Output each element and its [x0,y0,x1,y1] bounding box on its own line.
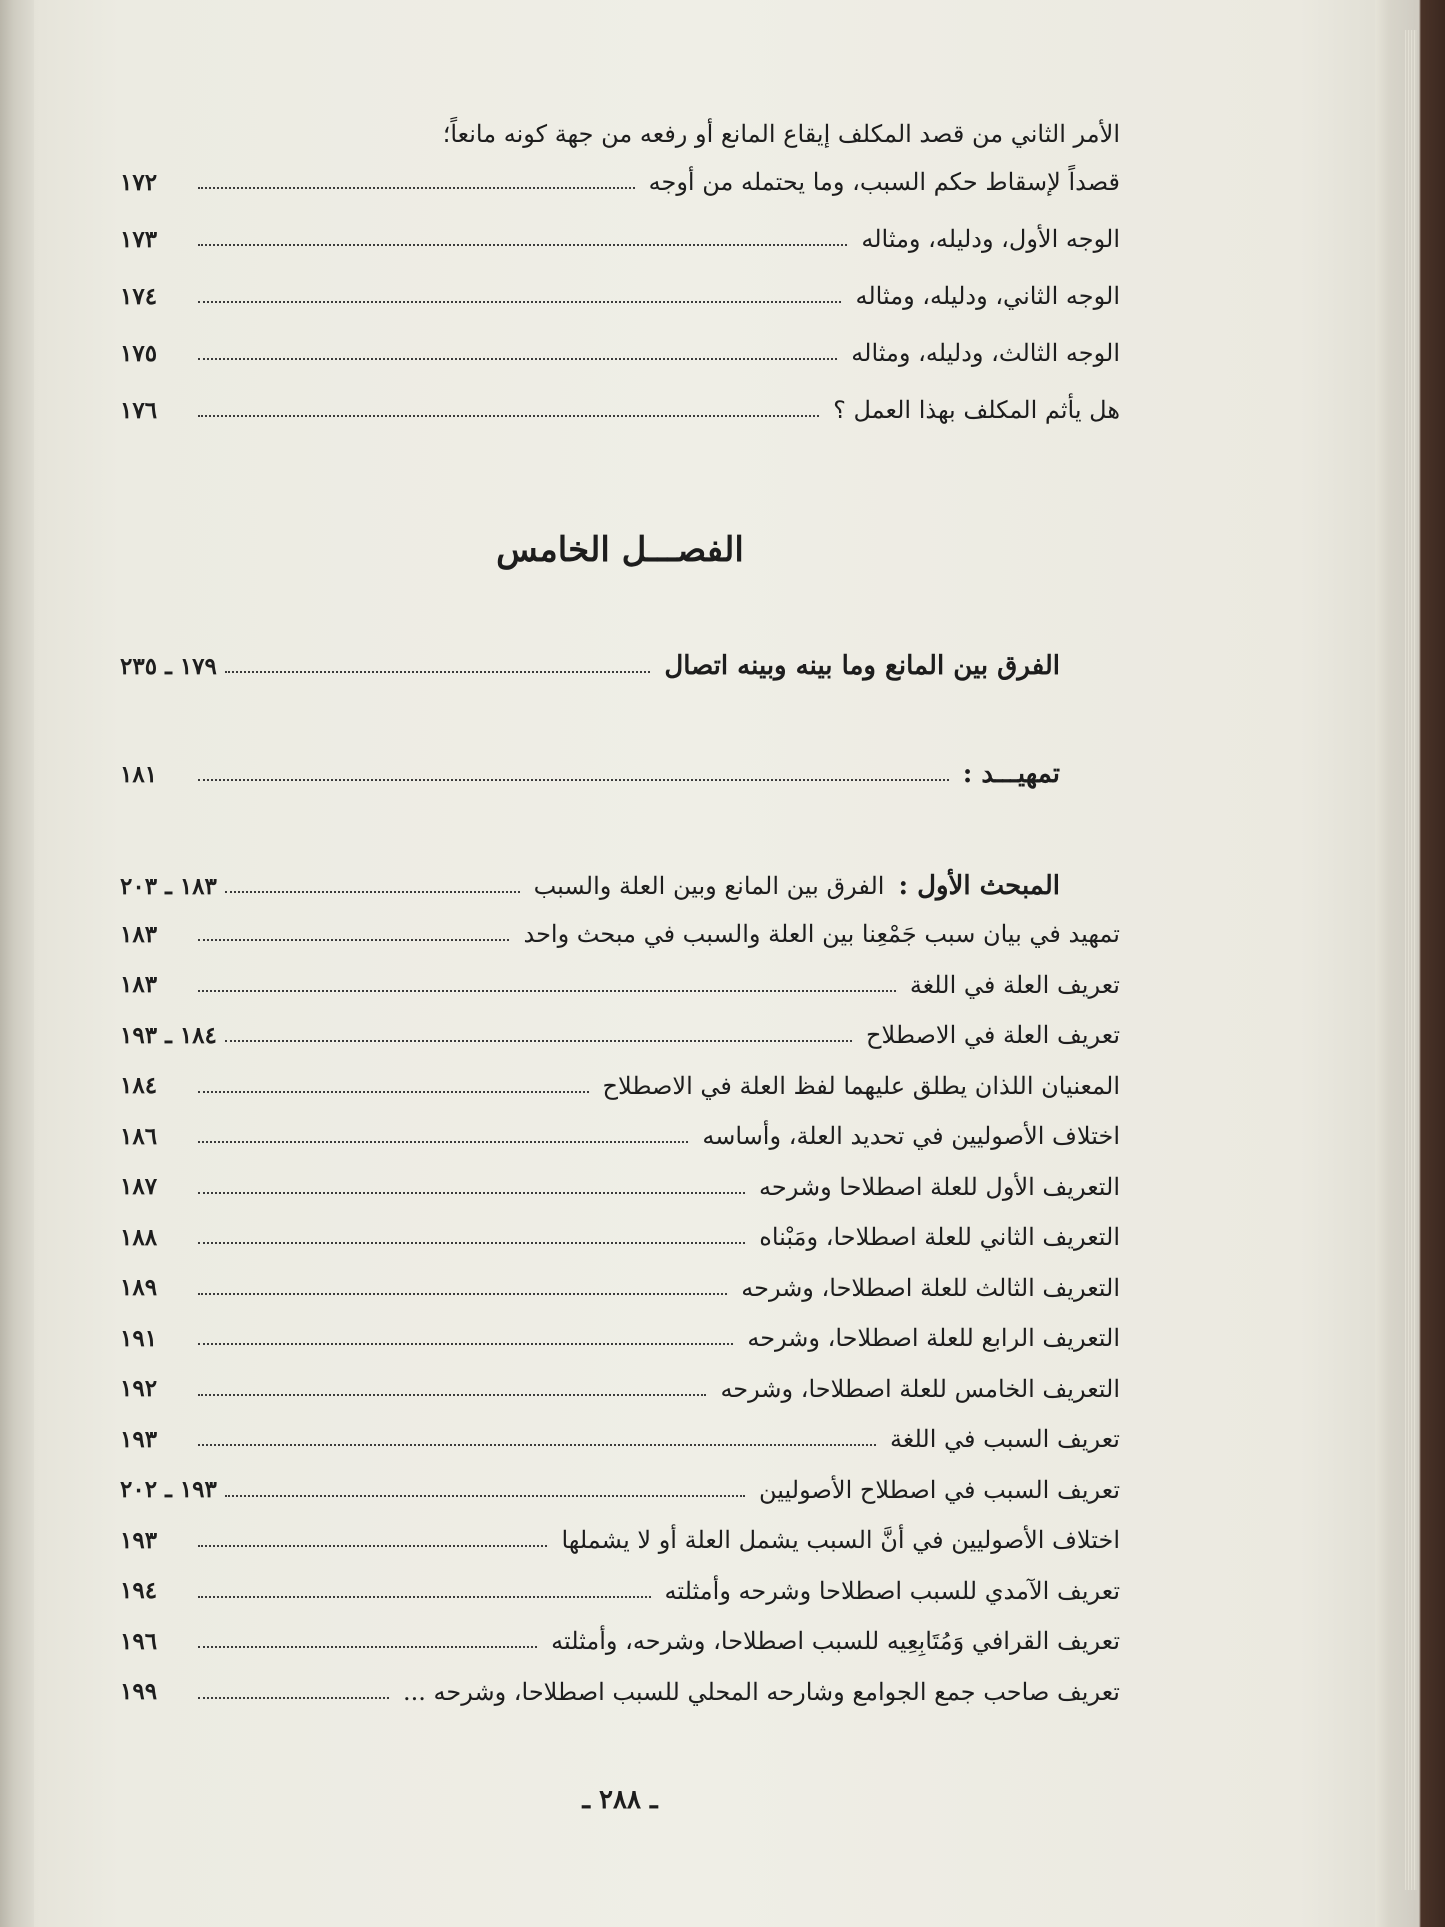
page-number: ١٩٢ [120,1375,158,1402]
toc-line [120,215,1120,263]
page-number: ١٨٧ [120,1173,158,1200]
toc-entry-text: اختلاف الأصوليين في أنَّ السبب يشمل العلة أو لا يشملها [561,1526,1120,1554]
toc-entry-text: تمهيـــد : [962,759,1060,789]
page-number: ١٩٣ ـ ٢٠٢ [120,1476,217,1503]
leader-dots [198,1442,876,1446]
page-number: ١٨٨ [120,1223,158,1251]
leader-dots [198,1644,537,1648]
leader-dots [225,1038,852,1042]
page-edge [1375,0,1445,1927]
toc-entry-text: اختلاف الأصوليين في تحديد العلة، وأساسه [702,1122,1120,1150]
toc-entry-text: تعريف العلة في الاصطلاح [866,1021,1120,1049]
toc-entry-text: تعريف العلة في اللغة [909,970,1120,999]
leader-dots [198,1341,733,1345]
page-number: ١٨٤ ـ ١٩٣ [120,1021,217,1049]
leader-dots [198,1594,651,1598]
chapter-title: الفصـــل الخامس [496,530,744,570]
toc-entry-text: تمهيد في بيان سبب جَمْعِنا بين العلة والسبب في مبحث واحد [523,920,1120,948]
leader-dots [198,413,819,417]
leader-dots [225,889,520,893]
toc-line [120,1011,1120,1059]
page-number: ١٩١ [120,1324,158,1352]
toc-entry-text: تعريف القرافي وَمُتَابِعِيه للسبب اصطلاحا، وشرحه، وأمثلته [551,1627,1120,1655]
toc-entry-text: الوجه الثالث، ودليله، ومثاله [851,339,1120,367]
page-number: ١٨١ [120,760,158,788]
toc-entry-text: قصداً لإسقاط حكم السبب، وما يحتمله من أوجه [648,168,1120,196]
book-gutter [0,0,34,1927]
chapter-heading [120,642,1060,690]
leader-dots [198,356,837,360]
toc-line [120,110,1120,158]
toc-line [120,961,1120,1009]
leader-dots [198,1139,688,1143]
toc-entry-text: تعريف الآمدي للسبب اصطلاحا وشرحه وأمثلته [664,1576,1120,1605]
toc-entry-text: هل يأثم المكلف بهذا العمل ؟ [833,396,1120,424]
leader-dots [198,1392,706,1396]
toc-line [120,329,1120,377]
leader-dots [198,1190,745,1194]
toc-line [120,1314,1120,1362]
page-number: ١٧٩ ـ ٢٣٥ [120,652,217,680]
leader-dots [198,777,949,781]
toc-line [120,1062,1120,1110]
section-label: المبحث الأول : [898,871,1060,901]
page-number: ١٧٦ [120,396,158,424]
page-number: ١٨٣ [120,920,158,948]
toc-line [120,1112,1120,1160]
page-number: ١٩٣ [120,1425,158,1453]
page-number: ١٧٥ [120,339,158,367]
leader-dots [225,669,650,673]
leader-dots [198,937,509,941]
toc-entry-text: الفرق بين المانع وما بينه وبينه اتصال [664,651,1060,681]
toc-entry-text: التعريف الثاني للعلة اصطلاحا، ومَبْناه [759,1223,1120,1251]
page-number: ١٨٤ [120,1072,158,1099]
toc-entry-text: الوجه الثاني، ودليله، ومثاله [855,282,1120,310]
leader-dots [198,988,896,992]
page-number: ١٩٣ [120,1526,158,1554]
toc-line [120,1415,1120,1463]
leader-dots [198,1543,547,1547]
leader-dots [198,185,635,189]
page-number: ١٩٦ [120,1627,158,1655]
leader-dots [198,1089,589,1093]
toc-line [120,1466,1120,1514]
leader-dots [198,1291,727,1295]
page-number: ١٨٣ [120,971,158,998]
toc-line [120,1567,1120,1615]
toc-line [120,1365,1120,1413]
leader-dots [198,242,847,246]
toc-line [120,910,1120,958]
toc-entry-text: الوجه الأول، ودليله، ومثاله [861,225,1120,253]
toc-line [120,158,1120,206]
leader-dots [198,299,841,303]
toc-page [120,100,1120,1820]
toc-entry-text: الفرق بين المانع وبين العلة والسبب [533,872,885,900]
toc-line [120,1163,1120,1211]
leader-dots [198,1695,389,1699]
page-number: ١٨٦ [120,1122,158,1150]
toc-line [120,272,1120,320]
page-number: ١٧٣ [120,225,158,253]
toc-entry-text: تعريف السبب في اصطلاح الأصوليين [759,1475,1120,1504]
leader-dots [198,1240,745,1244]
toc-entry-text: تعريف صاحب جمع الجوامع وشارحه المحلي للسبب اصطلاحا، وشرحه ... [403,1677,1120,1706]
toc-entry-text: المعنيان اللذان يطلق عليهما لفظ العلة في الاصطلاح [602,1071,1120,1100]
toc-line [120,1213,1120,1261]
toc-line [120,386,1120,434]
toc-line [120,1617,1120,1665]
preface-line [120,750,1060,798]
page-number: ١٧٤ [120,282,158,310]
toc-entry-text: التعريف الثالث للعلة اصطلاحا، وشرحه [741,1273,1120,1302]
toc-entry-text: التعريف الرابع للعلة اصطلاحا، وشرحه [747,1324,1120,1352]
page-folio: ـ ٢٨٨ ـ [582,1785,658,1815]
page-number: ١٧٢ [120,168,158,196]
page-number: ١٩٩ [120,1678,158,1705]
toc-entry-text: الأمر الثاني من قصد المكلف إيقاع المانع أو رفعه من جهة كونه مانعاً؛ [442,120,1120,148]
toc-entry-text: تعريف السبب في اللغة [890,1425,1120,1453]
toc-entry-text: التعريف الأول للعلة اصطلاحا وشرحه [759,1172,1120,1201]
page-number: ١٨٣ ـ ٢٠٣ [120,872,217,900]
page-number: ١٩٤ [120,1577,158,1604]
toc-entry-text: التعريف الخامس للعلة اصطلاحا، وشرحه [720,1374,1120,1403]
toc-line [120,1264,1120,1312]
section-heading [120,862,1060,910]
page-number: ١٨٩ [120,1274,158,1301]
toc-line [120,1516,1120,1564]
toc-line [120,1668,1120,1716]
leader-dots [225,1493,745,1497]
